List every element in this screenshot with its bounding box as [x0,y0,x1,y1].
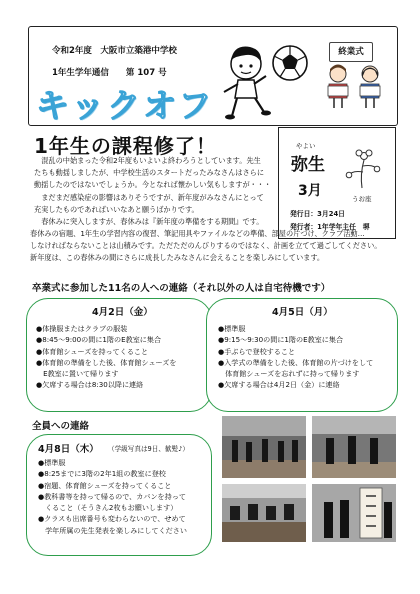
list-item: ●8:25までに3階の2年1組の教室に登校 [38,469,166,479]
section-title-ceremony: 卒業式に参加した11名の人への連絡（それ以外の人は自宅待機です） [32,283,331,294]
month-kanji: 弥生 [291,155,325,175]
list-item: E教室に置いて帰ります [36,369,119,379]
intro-line: まだまだ感染症の影響はありそうですが、新年度がみなさんにとって [34,192,264,202]
photo-entrance-ceremony-sign [312,484,396,542]
list-item: ●体育館シューズを持ってくること [36,346,149,356]
photo-students-walking [312,416,396,478]
schedule-list-apr5 [218,323,373,391]
schedule-list-apr2 [36,323,176,391]
issue-date: 発行日：3月24日 [290,210,345,218]
publisher: 発行者：1年学年主任 堺 [290,223,370,231]
month-number: 3月 [298,183,322,199]
intro-lower [30,228,396,265]
list-item: ●標準服 [218,324,246,333]
intro-upper [34,155,274,228]
section-title-all: 全員への連絡 [32,421,90,432]
intro-line: しなければならないことは山積みです。ただただのんびりするのではなく、計画を立てて過ごしてください。 [30,241,382,251]
list-item: ●9:15～9:30の間に1階のE教室に集合 [218,335,344,345]
list-item: 学年所属の先生発表を楽しみにしてください [38,525,187,535]
photo-classroom [222,484,306,542]
schedule-list-apr8 [38,457,187,536]
closing-ceremony-badge: 終業式 [329,42,373,62]
list-item: ●体操服またはクラブの服装 [36,324,128,333]
list-item: ●宿題、体育館シューズを持ってくること [38,480,172,490]
schedule-date-apr5: 4月5日（月） [272,307,333,318]
schedule-note-apr8: （学級写真は9日、歓髪♪） [108,445,189,453]
month-ruby: やよい [296,142,316,150]
intro-line: 混乱の中始まった令和2年度もいよいよ終わろうとしています。先生 [34,156,261,165]
reading-kids-illustration [322,62,388,110]
intro-line: 動揺したのではないでしょうか。今となれば懐かしい気もしますが・・・ [34,180,272,190]
list-item: ●手ぶらで登校すること [218,346,296,356]
list-item: ●欠席する場合は4月2日（金）に連絡 [218,380,340,390]
list-item: くること（そうきん2枚もお願いします） [38,503,178,513]
list-item: ●教科書等を持って帰るので、カバンを持って [38,491,186,501]
schedule-date-apr8: 4月8日（木） [38,444,99,455]
list-item: 体育館シューズを忘れずに持って帰ります [218,369,360,379]
photo-students-hall [222,416,306,478]
list-item: ●標準服 [38,458,66,467]
list-item: ●クラスも出席番号も変わらないので、せめて [38,514,186,524]
soccer-boy-illustration [220,36,320,122]
list-item: ●欠席する場合は8:30以降に連絡 [36,380,144,390]
intro-line: たちも動揺しましたが、中学校生活のスタートだったみなさんはさらに [34,168,265,178]
list-item: ●8:45～9:00の間に1階のE教室に集合 [36,335,162,345]
intro-line: 新年度は、この春休みの間にさらに成長したみなさんに会えることを楽しみにしています。 [30,253,325,263]
intro-line: 春休みに突入しますが、春休みは『新年度の準備をする期間』です。 [34,217,264,227]
main-headline: 1年生の課程修了！ [34,134,217,158]
newsletter-title: キックオフ [36,86,215,125]
zodiac-label: うお座 [352,195,372,203]
list-item: ●入学式の準備をした後、体育館の片づけをして [218,357,374,367]
issue-number: 1年生学年通信 第 107 号 [52,68,167,78]
schedule-date-apr2: 4月2日（金） [92,307,153,318]
flower-illustration [340,146,384,190]
intro-line: 充実したものであればいいなあと願うばかりです。 [34,204,199,214]
intro-line: 春休みの宿題、1年生の学習内容の復習、筆記用具やファイルなどの準備、部屋の片づけ、クラブ活動… [30,229,365,238]
school-name: 令和2年度 大阪市立築港中学校 [52,46,177,56]
list-item: ●体育館の準備をした後、体育館シューズを [36,357,177,367]
